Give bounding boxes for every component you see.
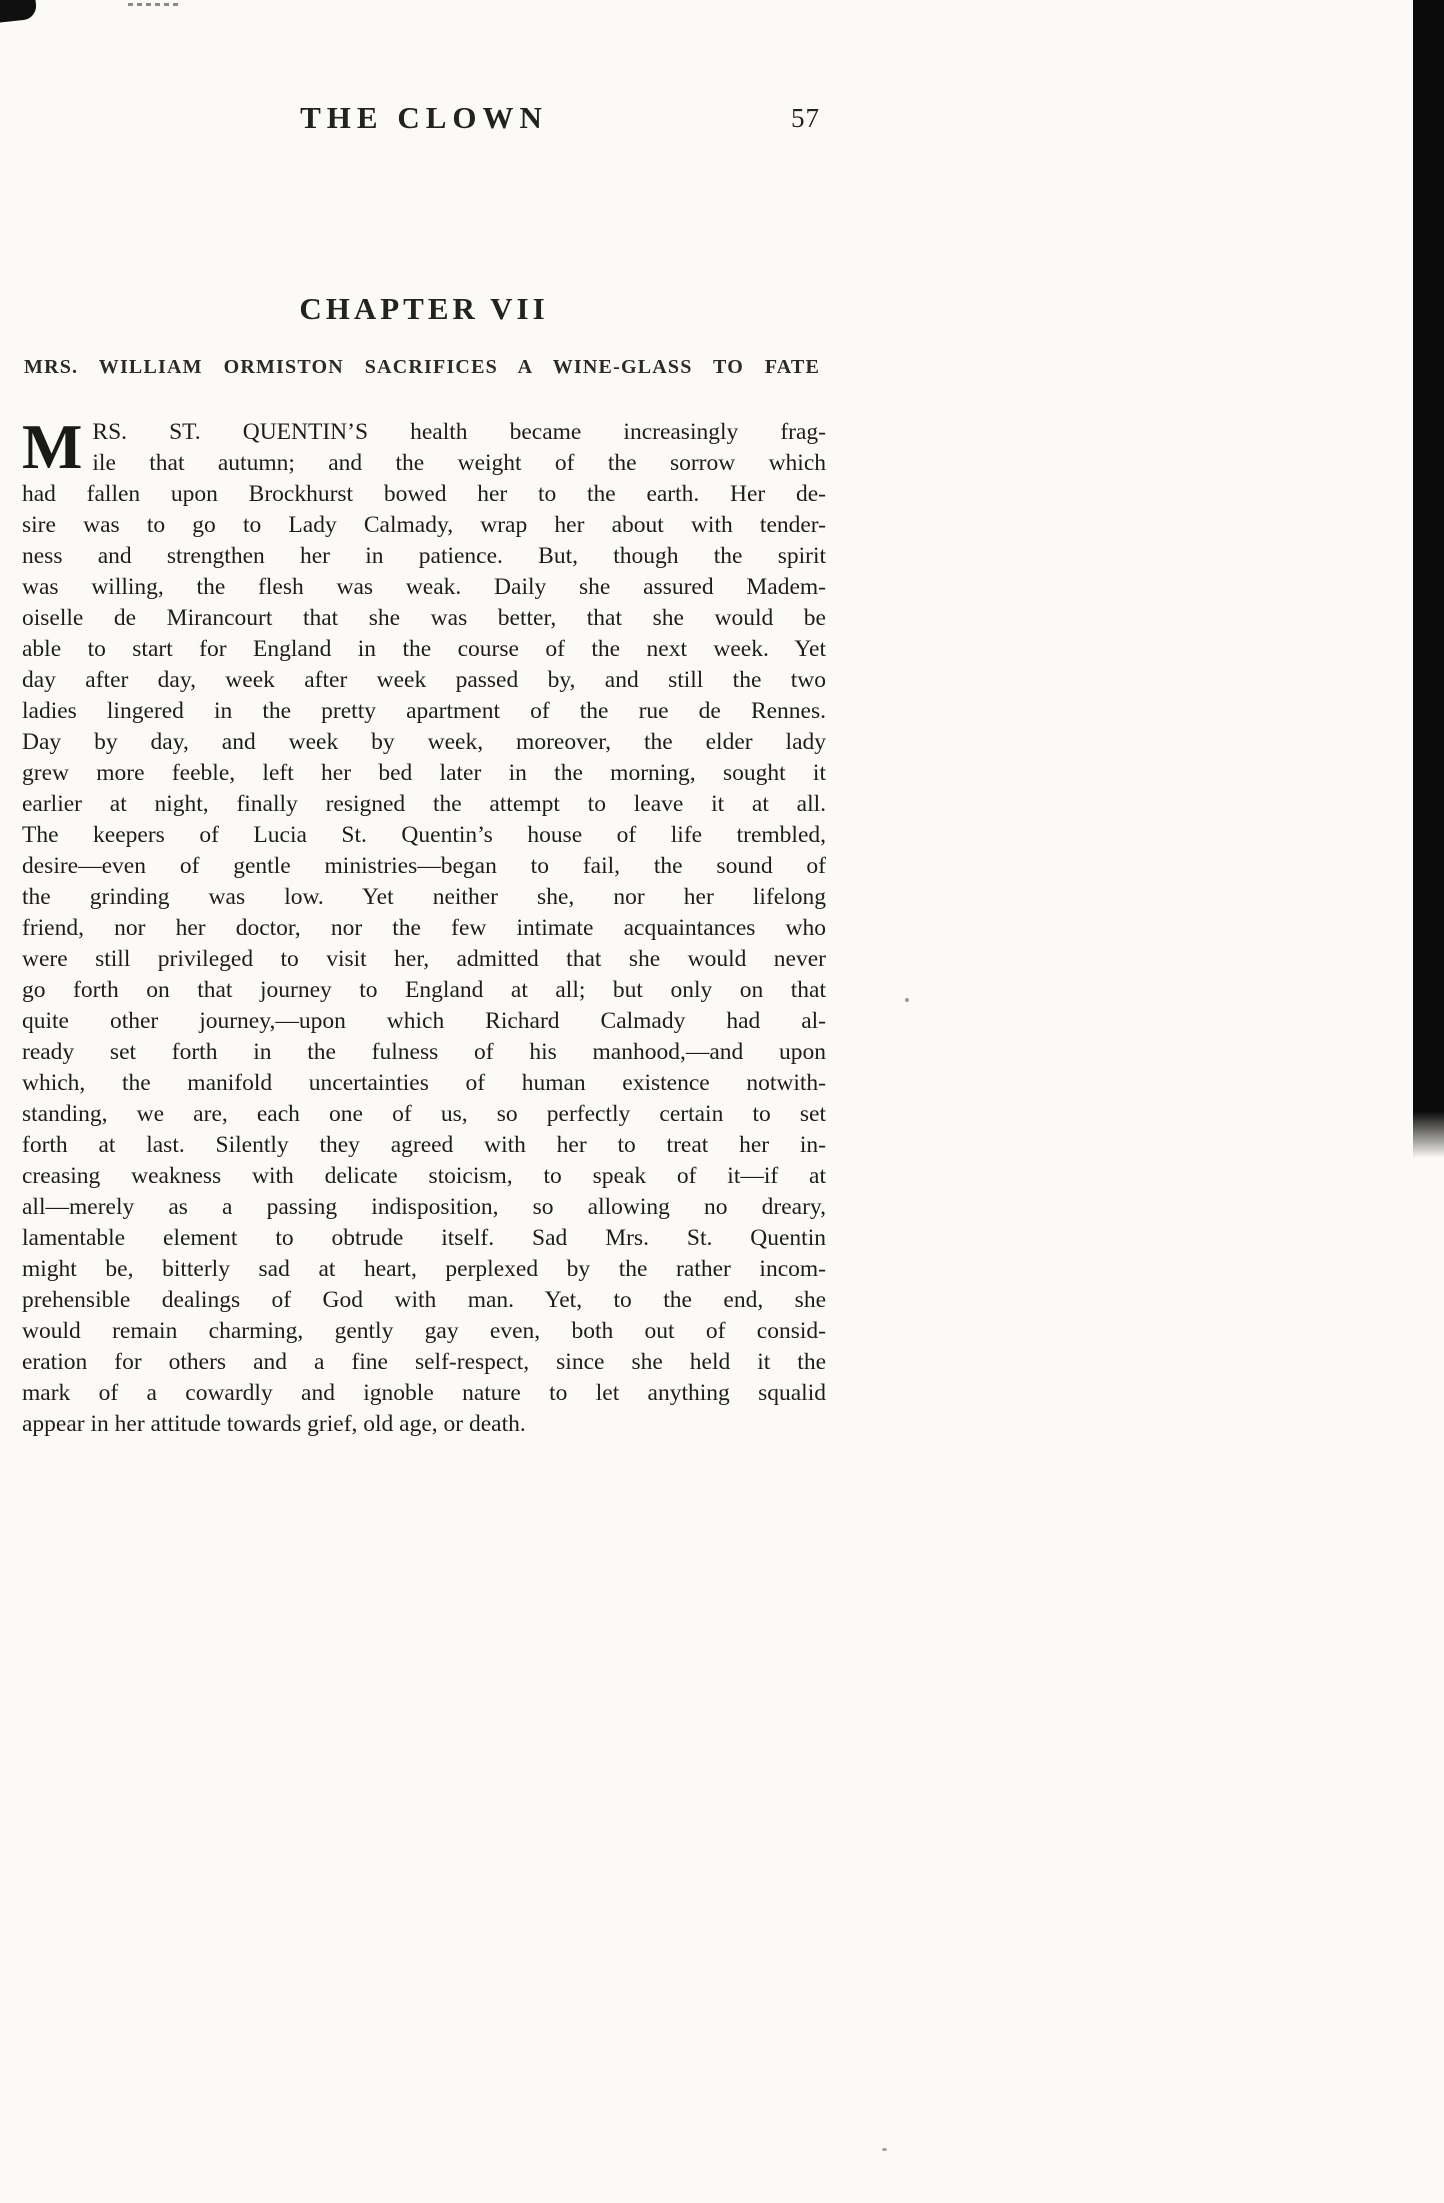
body-text-line: ladies lingered in the pretty apartment of the rue de Rennes. bbox=[22, 698, 826, 724]
body-text-line: might be, bitterly sad at heart, perplexed by the rather incom- bbox=[22, 1256, 826, 1282]
scan-dash-mark bbox=[128, 3, 182, 6]
body-text-line: ile that autumn; and the weight of the sorrow which bbox=[92, 450, 826, 476]
body-text-line: mark of a cowardly and ignoble nature to let anything squalid bbox=[22, 1380, 826, 1406]
body-text-line: prehensible dealings of God with man. Yet, to the end, she bbox=[22, 1287, 826, 1313]
body-text-line: all—merely as a passing indisposition, so allowing no dreary, bbox=[22, 1194, 826, 1220]
body-text-line: appear in her attitude towards grief, old age, or death. bbox=[22, 1411, 526, 1437]
scan-speck bbox=[882, 2148, 887, 2151]
body-text-line: sire was to go to Lady Calmady, wrap her about with tender- bbox=[22, 512, 826, 538]
body-text-line: desire—even of gentle ministries—began to fail, the sound of bbox=[22, 853, 826, 879]
body-text-line: forth at last. Silently they agreed with her to treat her in- bbox=[22, 1132, 826, 1158]
body-paragraph bbox=[22, 411, 826, 1440]
body-text-line: friend, nor her doctor, nor the few intimate acquaintances who bbox=[22, 915, 826, 941]
body-text-line: would remain charming, gently gay even, both out of consid- bbox=[22, 1318, 826, 1344]
body-text-line: had fallen upon Brockhurst bowed her to the earth. Her de- bbox=[22, 481, 826, 507]
body-text-line: standing, we are, each one of us, so perfectly certain to set bbox=[22, 1101, 826, 1127]
page-number: 57 bbox=[791, 103, 820, 133]
body-text-line: eration for others and a fine self-respect, since she held it the bbox=[22, 1349, 826, 1375]
body-text-line: oiselle de Mirancourt that she was better, that she would be bbox=[22, 605, 826, 631]
body-text-line: ness and strengthen her in patience. But, though the spirit bbox=[22, 543, 826, 569]
scan-edge-bar bbox=[1413, 0, 1444, 1158]
body-text-line: were still privileged to visit her, admitted that she would never bbox=[22, 946, 826, 972]
body-text-line: earlier at night, finally resigned the attempt to leave it at all. bbox=[22, 791, 826, 817]
body-text-line: lamentable element to obtrude itself. Sad Mrs. St. Quentin bbox=[22, 1225, 826, 1251]
body-text-line: quite other journey,—upon which Richard Calmady had al- bbox=[22, 1008, 826, 1034]
scan-speck bbox=[905, 998, 909, 1002]
body-text-line: go forth on that journey to England at all; but only on that bbox=[22, 977, 826, 1003]
chapter-heading: CHAPTER VII bbox=[299, 291, 549, 326]
body-text-line: ready set forth in the fulness of his manhood,—and upon bbox=[22, 1039, 826, 1065]
body-text-line: which, the manifold uncertainties of human existence notwith- bbox=[22, 1070, 826, 1096]
body-text-line: RS. ST. QUENTIN’S health became increasingly frag- bbox=[92, 419, 826, 445]
body-text-line: was willing, the flesh was weak. Daily she assured Madem- bbox=[22, 574, 826, 600]
body-text-line: Day by day, and week by week, moreover, the elder lady bbox=[22, 729, 826, 755]
running-title: THE CLOWN bbox=[300, 100, 548, 135]
drop-cap: M bbox=[22, 411, 83, 482]
scan-corner-mark bbox=[0, 0, 37, 23]
body-text-line: day after day, week after week passed by, and still the two bbox=[22, 667, 826, 693]
body-text-line: creasing weakness with delicate stoicism, to speak of it—if at bbox=[22, 1163, 826, 1189]
body-text-line: able to start for England in the course of the next week. Yet bbox=[22, 636, 826, 662]
body-text-line: grew more feeble, left her bed later in the morning, sought it bbox=[22, 760, 826, 786]
chapter-subtitle: MRS. WILLIAM ORMISTON SACRIFICES A WINE-GLASS TO FATE bbox=[24, 356, 820, 378]
running-head bbox=[22, 100, 826, 140]
body-text-line: the grinding was low. Yet neither she, nor her lifelong bbox=[22, 884, 826, 910]
body-text-line: The keepers of Lucia St. Quentin’s house of life trembled, bbox=[22, 822, 826, 848]
